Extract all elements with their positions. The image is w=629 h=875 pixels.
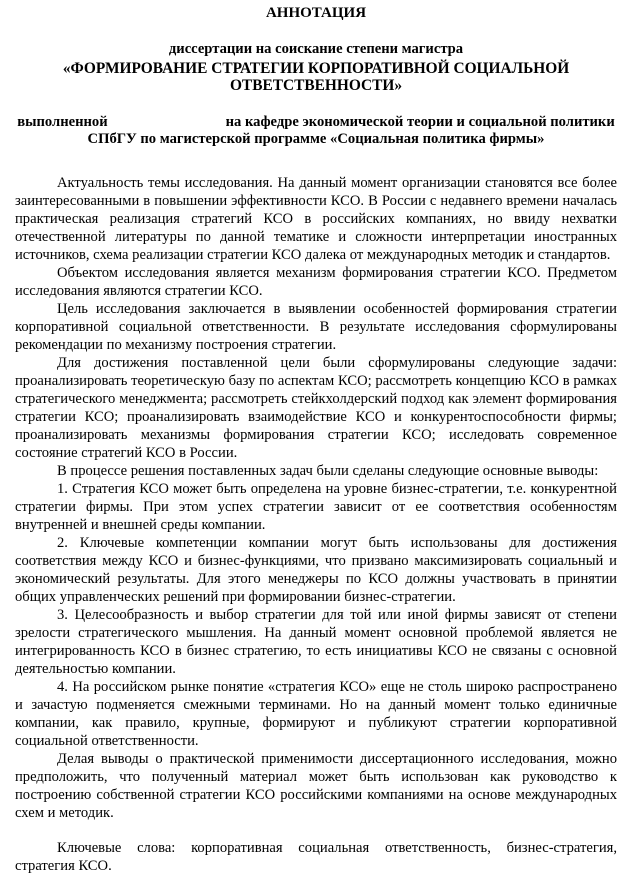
paragraph-goal: Цель исследования заключается в выявлении особенностей формирования стратегии корпоративной социальной ответственности. В результате исследования сформулированы рекомендации по механизму построения стратегии.: [15, 301, 617, 353]
keywords: Ключевые слова: корпоративная социальная ответственность, бизнес-стратегия, стратегия КСО.: [15, 840, 617, 874]
department-line: [15, 114, 617, 148]
conclusion-2: 2. Ключевые компетенции компании могут быть использованы для достижения соответствия между КСО и бизнес-функциями, что призвано максимизировать социальный и экономический результаты. Для этого менеджеры по КСО должны участвовать в принятии общих управленческих решений при формировании бизнес-стратегии.: [15, 535, 617, 605]
department-details: на кафедре экономической теории и социальной политики СПбГУ по магистерской программе «Социальная политика фирмы»: [87, 114, 615, 147]
paragraph-object: Объектом исследования является механизм формирования стратегии КСО. Предметом исследования являются стратегии КСО.: [15, 265, 617, 299]
document-subtitle: диссертации на соискание степени магистра: [168, 41, 464, 57]
dissertation-theme: «ФОРМИРОВАНИЕ СТРАТЕГИИ КОРПОРАТИВНОЙ СОЦИАЛЬНОЙ ОТВЕТСТВЕННОСТИ»: [62, 60, 570, 94]
paragraph-applicability: Делая выводы о практической применимости диссертационного исследования, можно предположить, что полученный материал может быть использован как руководство к построению собственной стратегии КСО российскими компаниями на основе международных схем и методик.: [15, 751, 617, 821]
conclusion-1: 1. Стратегия КСО может быть определена на уровне бизнес-стратегии, т.е. конкурентной стратегии фирмы. При этом успех стратегии зависит от ее соответствия особенностям внутренней и внешней среды компании.: [15, 481, 617, 533]
paragraph-conclusions-intro: В процессе решения поставленных задач были сделаны следующие основные выводы:: [57, 463, 599, 479]
paragraph-relevance: Актуальность темы исследования. На данный момент организации становятся все более заинтересованными в повышении эффективности КСО. В России с недавнего времени началась практическая реализация стратегий КСО в российских компаниях, но ввиду нехватки отечественной литературы по данной тематике и сложности интерпретации иностранных источников, схема реализации стратегии КСО далека от международных методик и стандартов.: [15, 175, 617, 263]
department-prefix: выполненной: [17, 114, 108, 130]
document-title: АННОТАЦИЯ: [265, 5, 367, 21]
conclusion-4: 4. На российском рынке понятие «стратегия КСО» еще не столь широко распространено и зачастую подменяется смежными терминами. Но на данный момент только единичные компании, как правило, крупные, формируют и публикуют стратегии корпоративной социальной ответственности.: [15, 679, 617, 749]
paragraph-tasks: Для достижения поставленной цели были сформулированы следующие задачи: проанализировать теоретическую базу по аспектам КСО; рассмотреть концепцию КСО в рамках стратегического менеджмента; рассмотреть стейкхолдерский подход как элемент формирования стратегии КСО; проанализировать взаимодействие КСО и конкурентоспособности фирмы; проанализировать механизмы формирования стратегии КСО; исследовать современное состояние стратегий КСО в России.: [15, 355, 617, 461]
conclusion-3: 3. Целесообразность и выбор стратегии для той или иной фирмы зависят от степени зрелости стратегического мышления. На данный момент основной проблемой является не интегрированность КСО в бизнес стратегию, то есть инициативы КСО не связаны с основной деятельностью компании.: [15, 607, 617, 677]
abstract-body: [15, 174, 617, 875]
